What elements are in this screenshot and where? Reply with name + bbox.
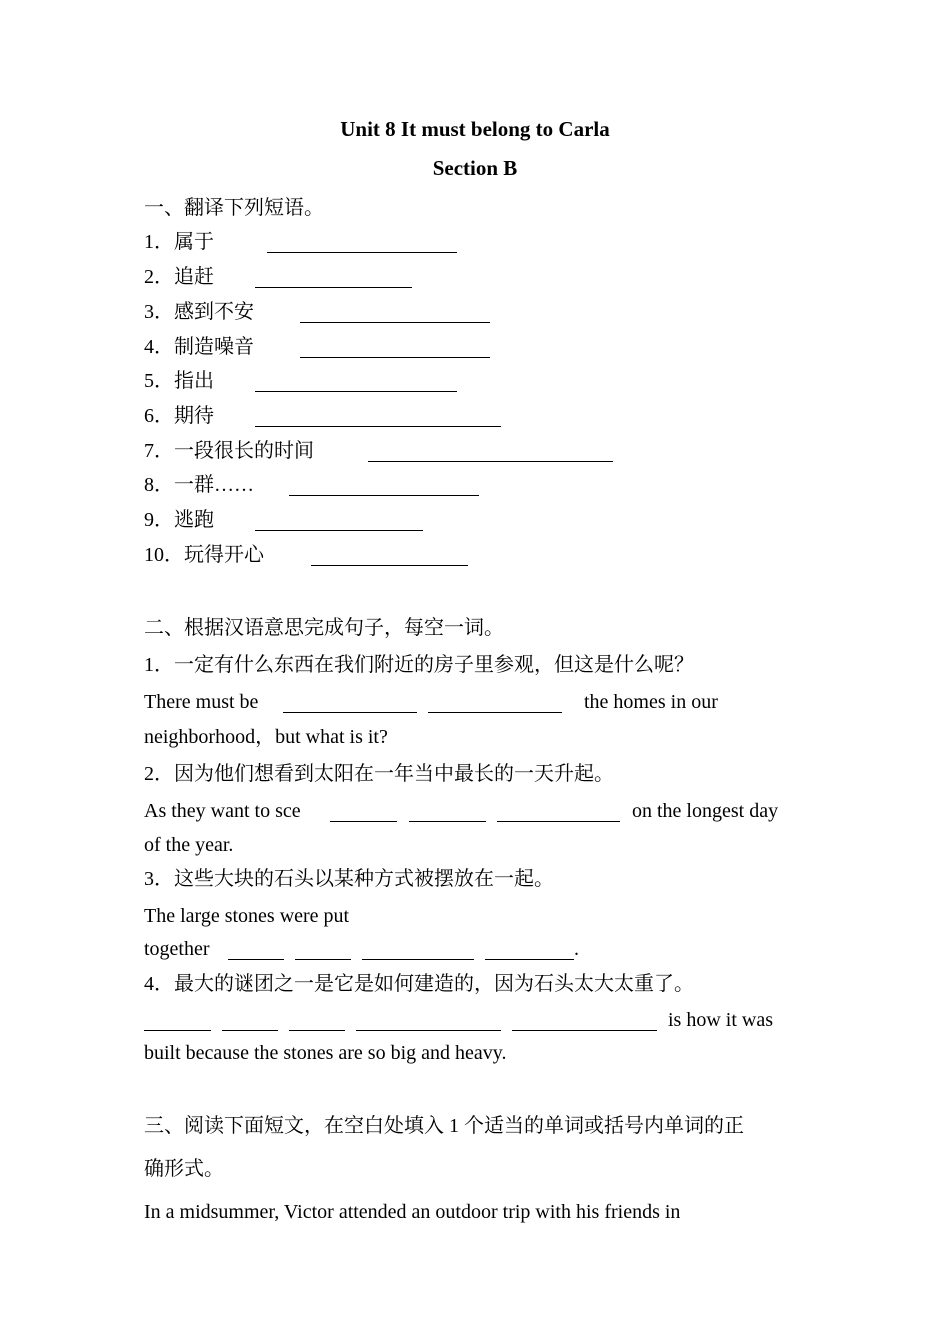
- answer-blank[interactable]: [255, 269, 412, 288]
- phrase-item: [144, 439, 314, 463]
- answer-blank[interactable]: [267, 234, 457, 253]
- answer-blank[interactable]: [311, 547, 468, 566]
- answer-blank[interactable]: [283, 694, 417, 713]
- answer-blank[interactable]: [485, 941, 574, 960]
- answer-blank[interactable]: [255, 408, 501, 427]
- phrase-item: [144, 508, 214, 532]
- item-number: 9．: [144, 509, 174, 531]
- phrase-item: [144, 265, 214, 289]
- answer-blank[interactable]: [300, 304, 490, 323]
- answer-blank[interactable]: [368, 443, 613, 462]
- passage-line: In a midsummer, Victor attended an outdoor trip with his friends in: [144, 1201, 681, 1223]
- answer-blank[interactable]: [428, 694, 562, 713]
- item-number: 3．: [144, 301, 174, 323]
- answer-blank[interactable]: [228, 941, 284, 960]
- section-title: Section B: [432, 156, 518, 180]
- item-number: 6．: [144, 405, 174, 427]
- phrase-item: [144, 369, 214, 393]
- item-text: 一群……: [174, 474, 254, 496]
- answer-blank[interactable]: [409, 803, 486, 822]
- q1-english-end: neighborhood，but what is it?: [144, 726, 388, 748]
- answer-blank[interactable]: [289, 1012, 345, 1031]
- item-text: 期待: [174, 405, 214, 427]
- q4-chinese: 4．最大的谜团之一是它是如何建造的，因为石头太大太重了。: [144, 973, 694, 995]
- q2-english-start: As they want to sce: [144, 800, 301, 822]
- answer-blank[interactable]: [144, 1012, 211, 1031]
- answer-blank[interactable]: [300, 339, 490, 358]
- item-number: 5．: [144, 370, 174, 392]
- answer-blank[interactable]: [295, 941, 351, 960]
- answer-blank[interactable]: [255, 373, 457, 392]
- item-number: 10．: [144, 544, 184, 566]
- item-text: 感到不安: [174, 301, 254, 323]
- part3-heading: 三、阅读下面短文，在空白处填入 1 个适当的单词或括号内单词的正: [144, 1115, 744, 1137]
- answer-blank[interactable]: [289, 477, 479, 496]
- phrase-item: [144, 335, 254, 359]
- part1-heading: 一、翻译下列短语。: [144, 197, 324, 219]
- q1-english-middle: the homes in our: [584, 691, 718, 713]
- part2-heading: 二、根据汉语意思完成句子，每空一词。: [144, 617, 504, 639]
- phrase-item: [144, 300, 254, 324]
- item-text: 一段很长的时间: [174, 440, 314, 462]
- answer-blank[interactable]: [362, 941, 474, 960]
- item-number: 7．: [144, 440, 174, 462]
- item-number: 8．: [144, 474, 174, 496]
- q2-english-end: of the year.: [144, 834, 234, 856]
- q3-english-end: .: [574, 938, 579, 960]
- page-title: Unit 8 It must belong to Carla: [340, 117, 610, 141]
- phrase-item: [144, 404, 214, 428]
- q2-chinese: 2．因为他们想看到太阳在一年当中最长的一天升起。: [144, 763, 614, 785]
- answer-blank[interactable]: [330, 803, 397, 822]
- item-number: 4．: [144, 336, 174, 358]
- answer-blank[interactable]: [255, 512, 423, 531]
- answer-blank[interactable]: [222, 1012, 278, 1031]
- phrase-item: [144, 543, 264, 567]
- item-text: 制造噪音: [174, 336, 254, 358]
- q3-english-start: The large stones were put: [144, 905, 350, 927]
- q4-english-end: built because the stones are so big and heavy.: [144, 1042, 507, 1064]
- q4-english-middle: is how it was: [668, 1009, 773, 1031]
- q1-english-start: There must be: [144, 691, 259, 713]
- part3-heading-cont: 确形式。: [144, 1158, 224, 1180]
- answer-blank[interactable]: [497, 803, 620, 822]
- item-number: 2．: [144, 266, 174, 288]
- item-number: 1．: [144, 231, 174, 253]
- item-text: 追赶: [174, 266, 214, 288]
- item-text: 逃跑: [174, 509, 214, 531]
- q3-chinese: 3．这些大块的石头以某种方式被摆放在一起。: [144, 868, 554, 890]
- phrase-item: [144, 230, 214, 254]
- item-text: 指出: [174, 370, 214, 392]
- answer-blank[interactable]: [356, 1012, 501, 1031]
- answer-blank[interactable]: [512, 1012, 657, 1031]
- item-text: 玩得开心: [184, 544, 264, 566]
- phrase-item: [144, 473, 254, 497]
- q2-english-middle: on the longest day: [632, 800, 779, 822]
- q3-english-middle: together: [144, 938, 210, 960]
- q1-chinese: 1．一定有什么东西在我们附近的房子里参观，但这是什么呢？: [144, 654, 694, 676]
- item-text: 属于: [174, 231, 214, 253]
